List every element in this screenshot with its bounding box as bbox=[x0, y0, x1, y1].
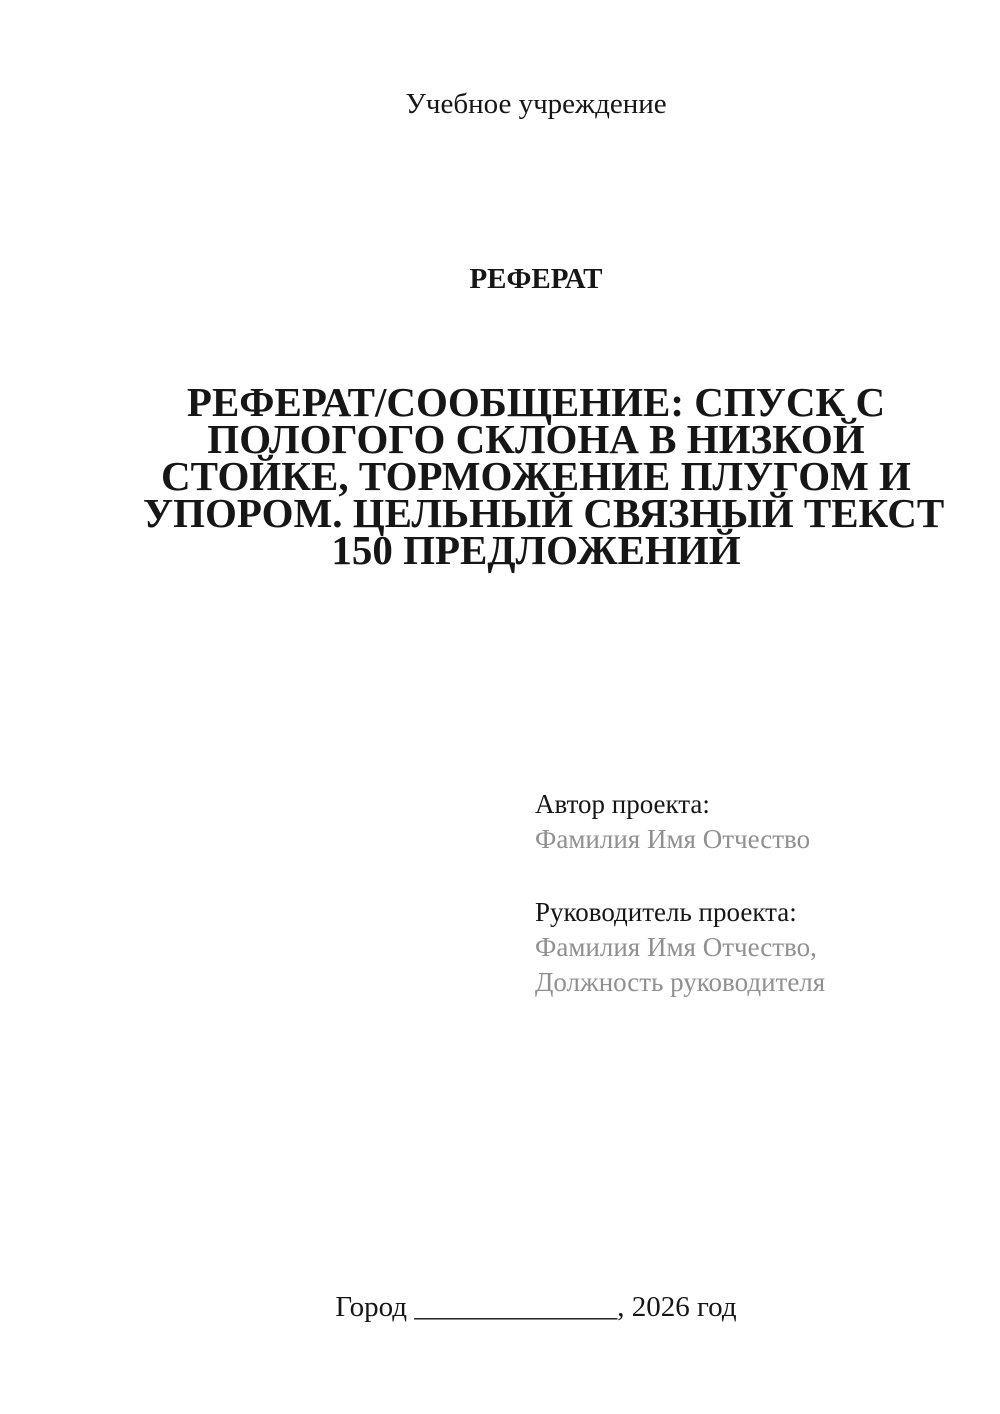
supervisor-label: Руководитель проекта: bbox=[535, 897, 797, 927]
supervisor-group bbox=[535, 895, 825, 1000]
document-type-heading: РЕФЕРАТ bbox=[469, 263, 603, 295]
report-title-line: СТОЙКЕ, ТОРМОЖЕНИЕ ПЛУГОМ И bbox=[161, 453, 911, 499]
city-year-line: Город ______________, 2026 год bbox=[335, 1291, 737, 1323]
supervisor-position-placeholder: Должность руководителя bbox=[535, 967, 826, 997]
supervisor-name-placeholder: Фамилия Имя Отчество, bbox=[535, 932, 817, 962]
report-title-line: ПОЛОГОГО СКЛОНА В НИЗКОЙ bbox=[207, 416, 865, 462]
author-group bbox=[535, 787, 825, 857]
author-name-placeholder: Фамилия Имя Отчество bbox=[535, 824, 811, 854]
report-title-line: РЕФЕРАТ/СООБЩЕНИЕ: СПУСК С bbox=[186, 379, 886, 425]
report-title bbox=[143, 379, 945, 573]
report-title-line: 150 ПРЕДЛОЖЕНИЙ bbox=[331, 527, 741, 573]
author-label: Автор проекта: bbox=[535, 789, 710, 819]
institution-name: Учебное учреждение bbox=[405, 88, 667, 120]
report-title-line: УПОРОМ. ЦЕЛЬНЫЙ СВЯЗНЫЙ ТЕКСТ bbox=[143, 490, 945, 536]
credits-block bbox=[535, 787, 825, 1000]
